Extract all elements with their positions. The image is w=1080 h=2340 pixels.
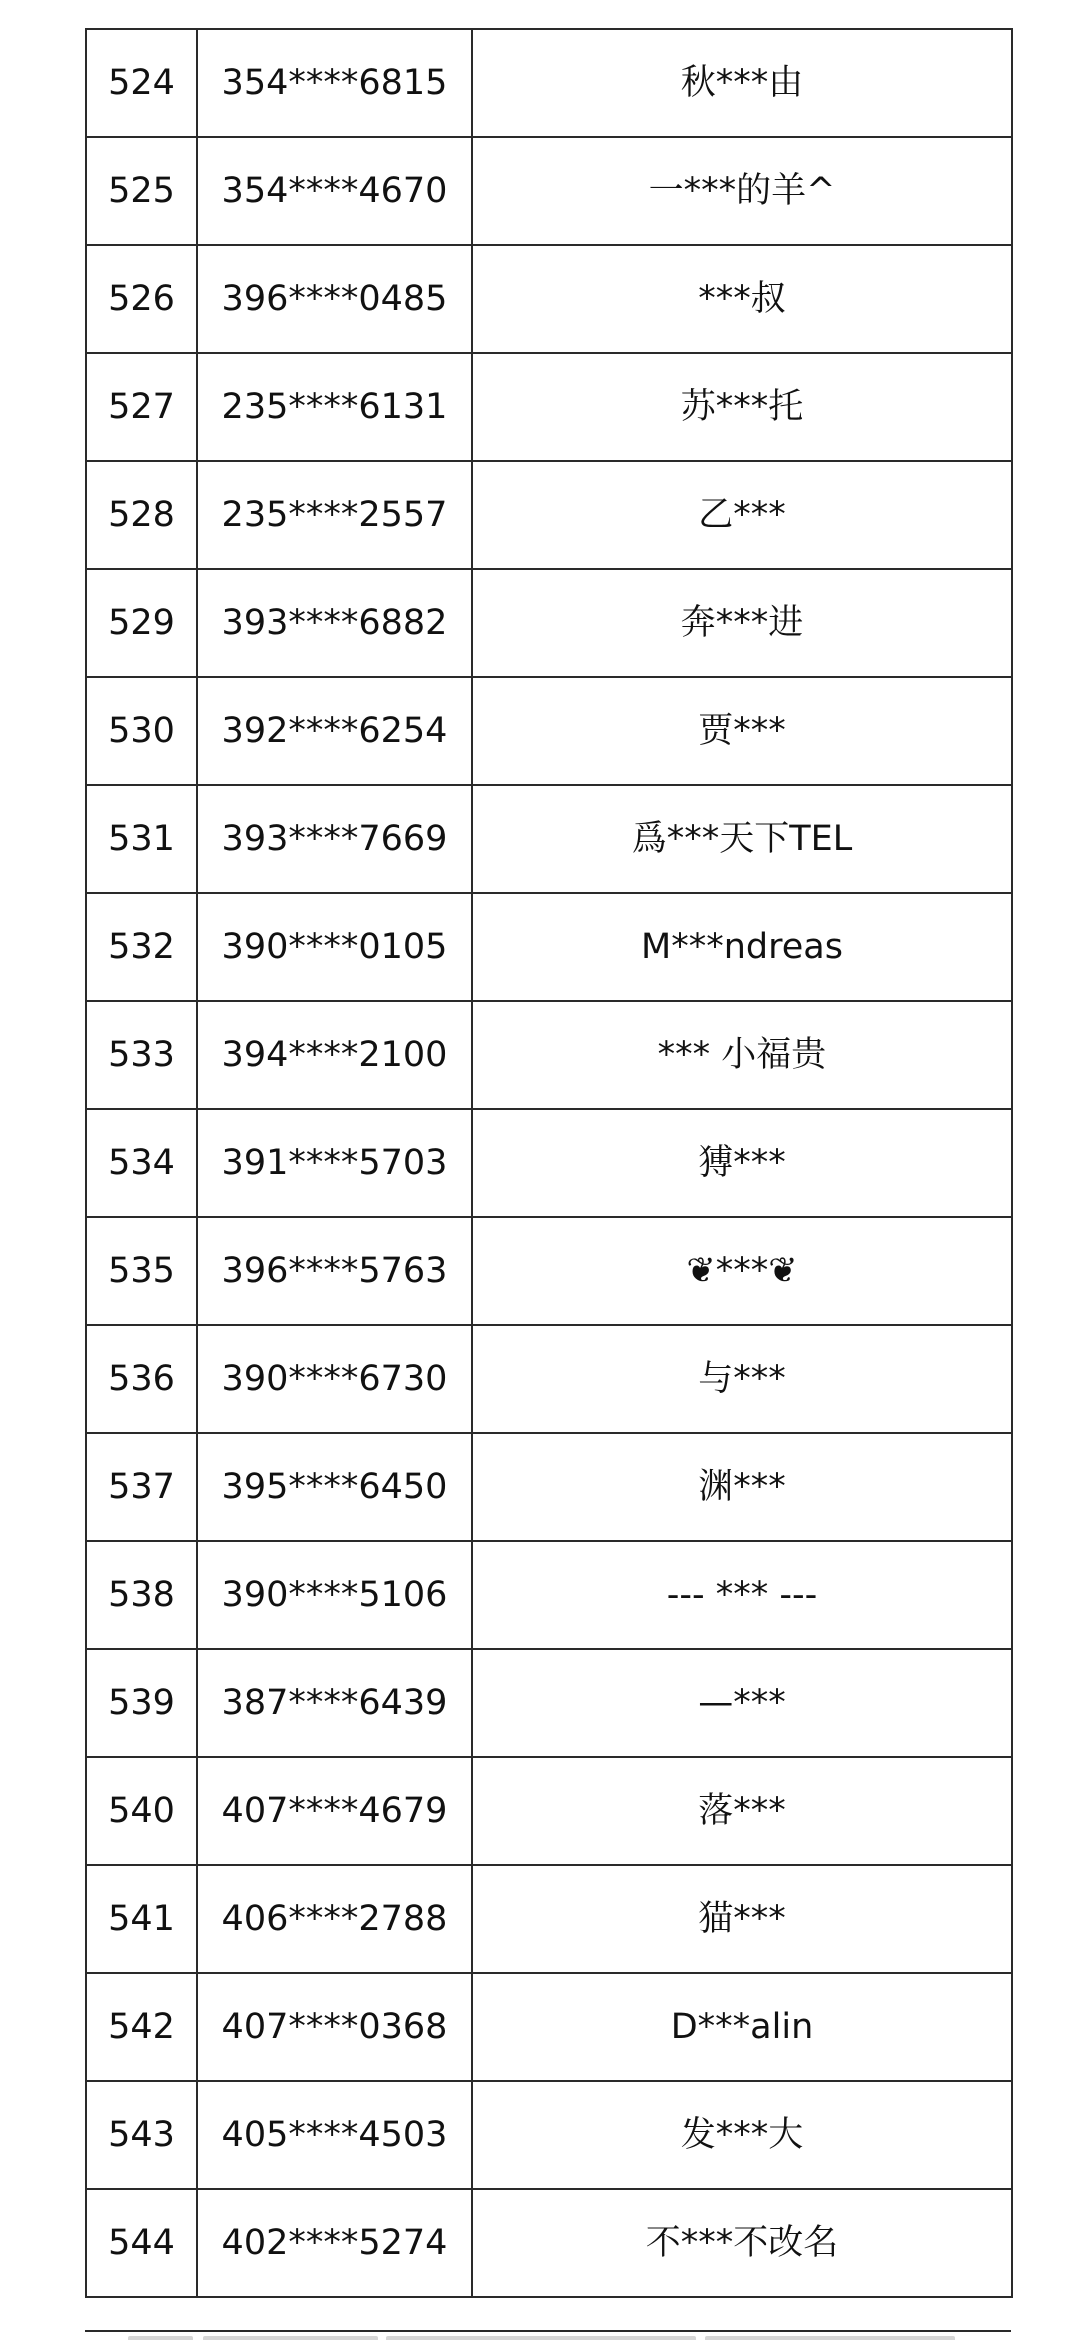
row-number-cell: 535	[86, 1217, 197, 1325]
row-number-cell: 541	[86, 1865, 197, 1973]
masked-id-cell: 394****2100	[197, 1001, 472, 1109]
table-row	[86, 353, 1012, 461]
masked-id-cell: 391****5703	[197, 1109, 472, 1217]
masked-id-cell: 407****0368	[197, 1973, 472, 2081]
masked-id-cell: 407****4679	[197, 1757, 472, 1865]
masked-id-cell: 390****5106	[197, 1541, 472, 1649]
masked-id-cell: 405****4503	[197, 2081, 472, 2189]
table-row	[86, 1973, 1012, 2081]
row-number-cell: 525	[86, 137, 197, 245]
masked-id-cell: 396****0485	[197, 245, 472, 353]
masked-id-cell: 406****2788	[197, 1865, 472, 1973]
masked-name-cell: ***叔	[472, 245, 1012, 353]
masked-id-cell: 402****5274	[197, 2189, 472, 2297]
masked-name-cell: M***ndreas	[472, 893, 1012, 1001]
masked-id-cell: 387****6439	[197, 1649, 472, 1757]
masked-name-cell: 发***大	[472, 2081, 1012, 2189]
masked-id-cell: 396****5763	[197, 1217, 472, 1325]
masked-id-cell: 392****6254	[197, 677, 472, 785]
masked-name-cell: *** 小福贵	[472, 1001, 1012, 1109]
table-row	[86, 1217, 1012, 1325]
masked-name-cell: ❦***❦	[472, 1217, 1012, 1325]
masked-id-cell: 395****6450	[197, 1433, 472, 1541]
masked-name-cell: 猼***	[472, 1109, 1012, 1217]
row-number-cell: 544	[86, 2189, 197, 2297]
row-number-cell: 531	[86, 785, 197, 893]
row-number-cell: 532	[86, 893, 197, 1001]
masked-name-cell: --- *** ---	[472, 1541, 1012, 1649]
masked-name-cell: 苏***托	[472, 353, 1012, 461]
row-number-cell: 526	[86, 245, 197, 353]
table-row	[86, 2081, 1012, 2189]
row-number-cell: 533	[86, 1001, 197, 1109]
masked-id-cell: 393****6882	[197, 569, 472, 677]
masked-id-cell: 390****0105	[197, 893, 472, 1001]
masked-id-cell: 235****2557	[197, 461, 472, 569]
table-row	[86, 785, 1012, 893]
row-number-cell: 540	[86, 1757, 197, 1865]
cutoff-cell-shade	[203, 2336, 378, 2340]
masked-name-cell: 贾***	[472, 677, 1012, 785]
masked-name-cell: 一***的羊^	[472, 137, 1012, 245]
cutoff-cell-shade	[705, 2336, 955, 2340]
masked-id-cell: 354****6815	[197, 29, 472, 137]
table-row	[86, 1541, 1012, 1649]
masked-id-cell: 390****6730	[197, 1325, 472, 1433]
row-number-cell: 537	[86, 1433, 197, 1541]
row-number-cell: 529	[86, 569, 197, 677]
table-row	[86, 1433, 1012, 1541]
masked-name-cell: 爲***天下TEL	[472, 785, 1012, 893]
masked-name-cell: 乙***	[472, 461, 1012, 569]
masked-name-cell: 不***不改名	[472, 2189, 1012, 2297]
table-row	[86, 137, 1012, 245]
table-row	[86, 1865, 1012, 1973]
row-number-cell: 524	[86, 29, 197, 137]
table-row	[86, 1649, 1012, 1757]
masked-id-cell: 354****4670	[197, 137, 472, 245]
row-number-cell: 538	[86, 1541, 197, 1649]
masked-name-cell: 秋***由	[472, 29, 1012, 137]
table-row	[86, 893, 1012, 1001]
table-row	[86, 2189, 1012, 2297]
table-row	[86, 569, 1012, 677]
row-number-cell: 534	[86, 1109, 197, 1217]
masked-id-cell: 393****7669	[197, 785, 472, 893]
table-row	[86, 1757, 1012, 1865]
row-number-cell: 539	[86, 1649, 197, 1757]
cutoff-cell-shade	[128, 2336, 193, 2340]
masked-name-cell: 与***	[472, 1325, 1012, 1433]
row-number-cell: 527	[86, 353, 197, 461]
next-table-row-partial	[85, 2330, 1011, 2340]
table-row	[86, 245, 1012, 353]
masked-id-cell: 235****6131	[197, 353, 472, 461]
masked-name-cell: D***alin	[472, 1973, 1012, 2081]
masked-name-cell: 猫***	[472, 1865, 1012, 1973]
table-row	[86, 461, 1012, 569]
row-number-cell: 530	[86, 677, 197, 785]
row-number-cell: 543	[86, 2081, 197, 2189]
table-row	[86, 1001, 1012, 1109]
masked-name-cell: —***	[472, 1649, 1012, 1757]
table-row	[86, 677, 1012, 785]
winners-table-body	[86, 29, 1012, 2297]
masked-name-cell: 落***	[472, 1757, 1012, 1865]
winners-table	[85, 28, 1013, 2298]
row-number-cell: 528	[86, 461, 197, 569]
table-row	[86, 1325, 1012, 1433]
cutoff-cell-shade	[386, 2336, 696, 2340]
masked-name-cell: 奔***进	[472, 569, 1012, 677]
table-row	[86, 1109, 1012, 1217]
row-number-cell: 536	[86, 1325, 197, 1433]
row-number-cell: 542	[86, 1973, 197, 2081]
masked-name-cell: 渊***	[472, 1433, 1012, 1541]
table-row	[86, 29, 1012, 137]
